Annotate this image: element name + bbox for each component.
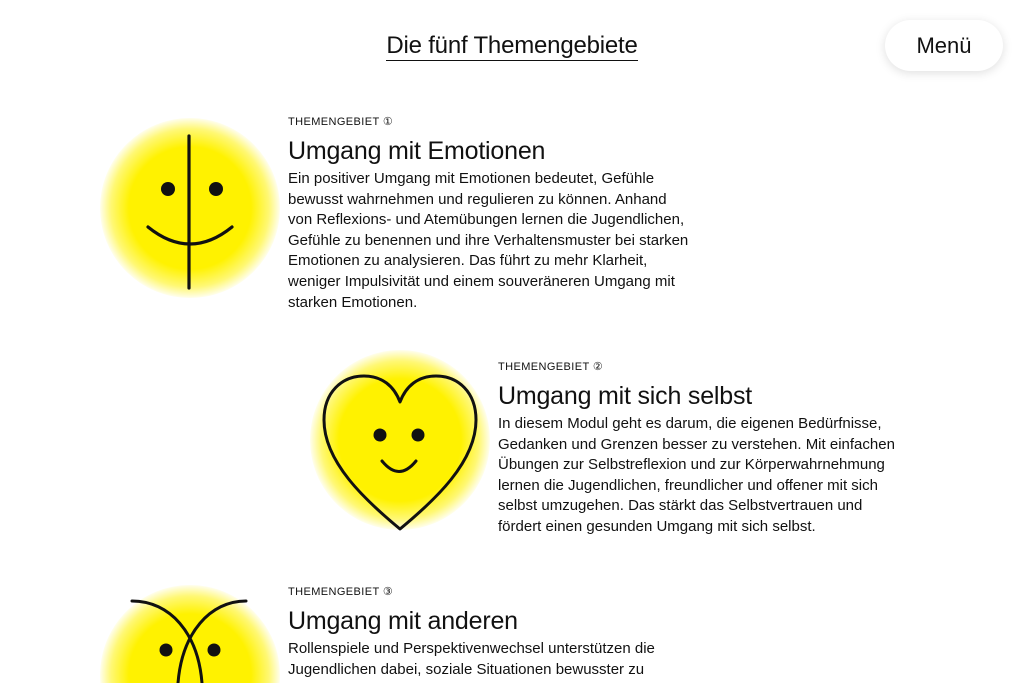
topic-title: Umgang mit anderen [288,607,518,635]
topic-description: In diesem Modul geht es darum, die eigenen Bedürfnisse, Gedanken und Grenzen besser zu verstehen. Mit einfachen Übungen zur Selbstreflexion und zur Körperwahrnehmung lernen die Jugendlichen, freundlicher und offener mit sich selbst umzugehen. Das stärkt das Selbstvertrauen und fördert einen gesunden Umgang mit sich selbst. [498,415,895,535]
topic-label: THEMENGEBIET ① [288,116,394,128]
topic-card-3 [288,585,718,680]
page-title-text: Die fünf Themengebiete [386,32,638,59]
page-title [0,30,1024,62]
split-smiley-icon [100,118,280,298]
topic-card-2 [498,360,928,538]
menu-button[interactable]: Menü [885,20,1003,71]
topic-description: Ein positiver Umgang mit Emotionen bedeutet, Gefühle bewusst wahrnehmen und regulieren zu können. Anhand von Reflexions- und Atemübungen lernen die Jugendlichen, Gefühle zu benennen und ihre Verhaltensmuster bei starken Emotionen zu analysieren. Das führt zu mehr Klarheit, weniger Impulsivität und einem souveräneren Umgang mit starken Emotionen. [288,170,689,311]
topic-title: Umgang mit Emotionen [288,137,546,165]
topic-label: THEMENGEBIET ② [498,361,604,373]
topic-title: Umgang mit sich selbst [498,382,753,410]
topic-card-1 [288,115,718,313]
topic-label: THEMENGEBIET ③ [288,586,394,598]
heart-smiley-icon [310,350,490,540]
double-face-icon [100,585,280,683]
topic-description: Rollenspiele und Perspektivenwechsel unterstützen die Jugendlichen dabei, soziale Situationen bewusster zu [288,640,655,678]
